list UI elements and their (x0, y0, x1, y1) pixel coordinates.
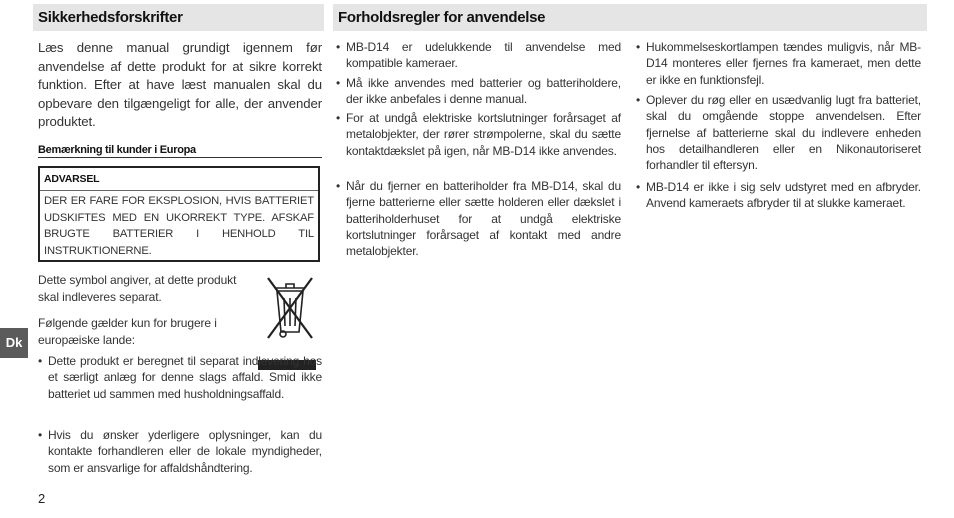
warning-box (38, 166, 320, 262)
right-col2-bullet-3: • MB-D14 er ikke i sig selv udstyret med en afbryder. Anvend kameraets afbryder til at slukke kameraet. (636, 179, 921, 212)
left-bullet-2: • Hvis du ønsker yderligere oplysninger, kan du kontakte forhandleren eller de lokale myndigheder, som er ansvarlige for affaldshåndtering. (38, 427, 322, 476)
right-col1-bullet-2: • Må ikke anvendes med batterier og batteriholdere, der ikke anbefales i denne manual. (336, 75, 621, 108)
symbol-description: Dette symbol angiver, at dette produkt skal indleveres separat. (38, 273, 237, 304)
right-col2-bullet-2: • Oplever du røg eller en usædvanlig lugt fra batteriet, skal du omgående stoppe anvendelsen. Efter fjernelse af batterierne skal du indlevere enheden hos detailhandleren eller en Nikonautoriseret forhandler til eftersyn. (636, 92, 921, 173)
intro-paragraph: Læs denne manual grundigt igennem før anvendelse af dette produkt for at sikre korrekt funktion. Efter at have læst manualen skal du opbevare den tilgængeligt for alle, der anvender produktet. (38, 40, 322, 129)
warning-title: ADVARSEL (44, 173, 100, 185)
right-section-title: Forholdsregler for anvendelse (338, 9, 546, 26)
page-number: 2 (38, 491, 46, 506)
right-section-header (333, 4, 927, 31)
right-col1-bullet-1: • MB-D14 er udelukkende til anvendelse med kompatible kameraer. (336, 39, 621, 72)
right-col1-bullet-3: • For at undgå elektriske kortslutninger forårsaget af metalobjekter, der rører strømpolerne, skal du sætte kontaktdækslet på igen, når MB-D14 ikke anvendes. (336, 110, 621, 159)
crossed-out-wheelie-bin-icon (266, 274, 314, 340)
right-col1-bullet-4: • Når du fjerner en batteriholder fra MB-D14, skal du fjerne batterierne eller sætte holderen eller dækslet i batteriholderhuset for at undgå elektriske kortslutninger forårsaget af kontakt med andre metalobjekter. (336, 178, 621, 259)
left-bullet-1: • Dette produkt er beregnet til separat indlevering hos et særligt anlæg for denne slags affald. Smid ikke batteriet ud sammen med husholdningsaffald. (38, 353, 322, 402)
europe-notice-title: Bemærkning til kunder i Europa (38, 143, 322, 158)
left-section-header (33, 4, 324, 31)
warning-text: DER ER FARE FOR EKSPLOSION, HVIS BATTERIET UDSKIFTES MED EN UKORREKT TYPE. AFSKAF BRUGTE BATTERIER I HENHOLD TIL INSTRUKTIONERNE. (44, 195, 314, 257)
warning-divider (40, 190, 318, 191)
language-side-tab: Dk (0, 328, 28, 358)
applies-paragraph: Følgende gælder kun for brugere i europæiske lande: (38, 316, 217, 347)
right-col2-bullet-1: • Hukommelseskortlampen tændes muligvis, når MB-D14 monteres eller fjernes fra kameraet, men dette er ikke en funktionsfejl. (636, 39, 921, 88)
left-section-title: Sikkerhedsforskrifter (38, 9, 183, 26)
